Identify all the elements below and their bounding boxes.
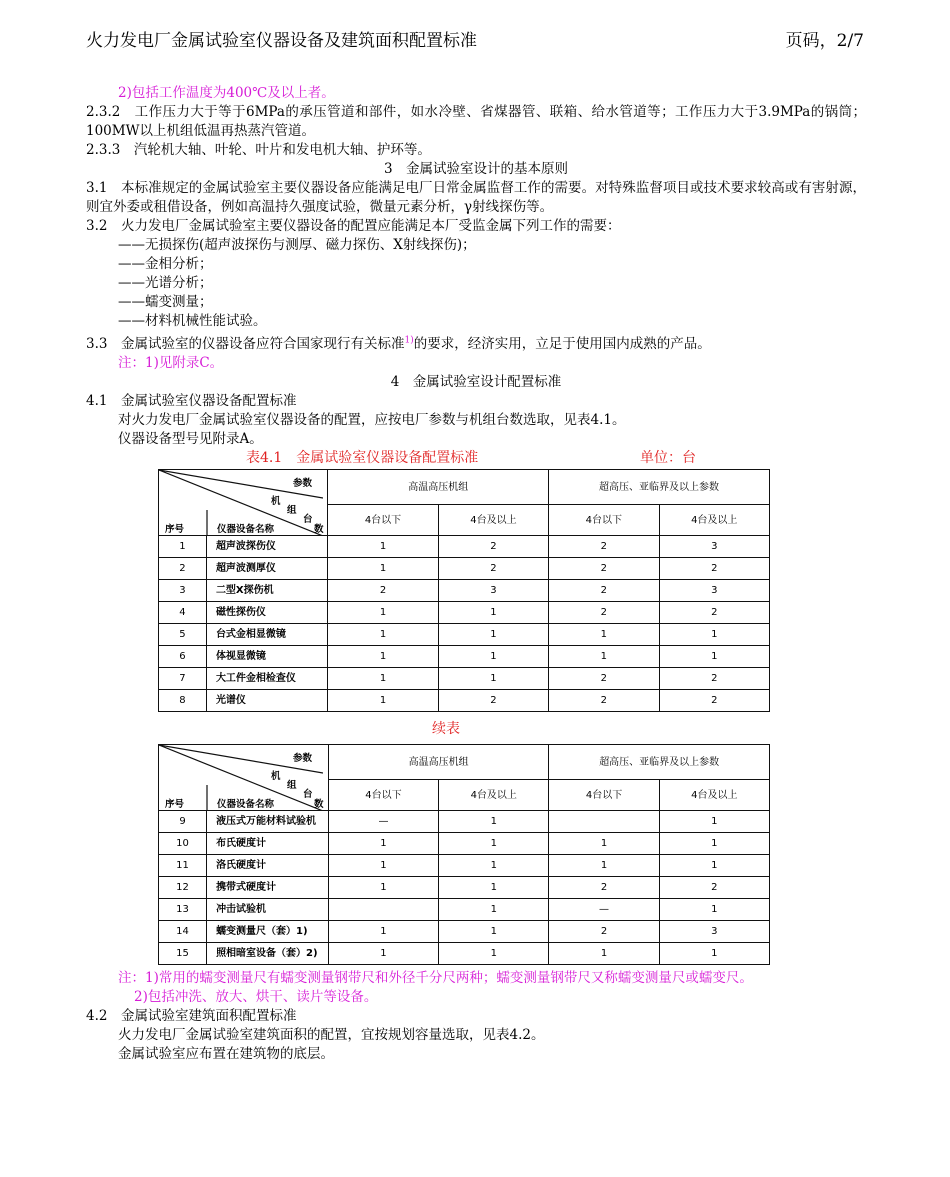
sub-header: 4台以下 bbox=[549, 780, 659, 811]
group-header-b: 超高压、亚临界及以上参数 bbox=[549, 470, 770, 505]
table-row: 7 大工件金相检查仪 1 1 2 2 bbox=[159, 668, 770, 690]
clause-4-1: 4.1 金属试验室仪器设备配置标准 bbox=[86, 393, 297, 409]
chapter-4-heading: 4 金属试验室设计配置标准 bbox=[390, 374, 562, 390]
page-header bbox=[86, 26, 864, 52]
table-caption bbox=[86, 449, 866, 469]
sub-header: 4台及以上 bbox=[659, 780, 769, 811]
diag-label-params: 参数 bbox=[293, 478, 313, 489]
clause-4-2-ground-floor: 金属试验室应布置在建筑物的底层。 bbox=[118, 1046, 334, 1062]
table-row: 9 液压式万能材料试验机 — 1 1 bbox=[159, 811, 770, 833]
list-item: ——蠕变测量； bbox=[118, 294, 213, 310]
clause-4-2-text: 火力发电厂金属试验室建筑面积的配置，宜按规划容量选取，见表4.2。 bbox=[118, 1027, 545, 1043]
table-row: 12 携带式硬度计 1 1 2 2 bbox=[159, 877, 770, 899]
diag-label-shu: 数 bbox=[314, 524, 324, 535]
table-row: 1 超声波探伤仪 1 2 2 3 bbox=[159, 536, 770, 558]
table-row: 3 二型X探伤机 2 3 2 3 bbox=[159, 580, 770, 602]
table-row: 5 台式金相显微镜 1 1 1 1 bbox=[159, 624, 770, 646]
table-note-2: 2)包括冲洗、放大、烘干、读片等设备。 bbox=[134, 989, 378, 1005]
sub-header: 4台及以上 bbox=[659, 505, 769, 536]
diag-label-shu: 数 bbox=[314, 799, 324, 810]
table-row: 2 超声波测厚仪 1 2 2 2 bbox=[159, 558, 770, 580]
diag-label-params: 参数 bbox=[293, 753, 313, 764]
table-row: 8 光谱仪 1 2 2 2 bbox=[159, 690, 770, 712]
sub-header: 4台及以上 bbox=[438, 505, 548, 536]
clause-3-2: 3.2 火力发电厂金属试验室主要仪器设备的配置应能满足本厂受监金属下列工作的需要： bbox=[86, 218, 621, 234]
col-name-header: 仪器设备名称 bbox=[217, 799, 275, 810]
table-row: 6 体视显微镜 1 1 1 1 bbox=[159, 646, 770, 668]
clause-3-3: 3.3 金属试验室的仪器设备应符合国家现行有关标准$^{1)}$的要求，经济实用，立足于使用国内成熟的产品。 bbox=[86, 335, 711, 352]
group-header-b: 超高压、亚临界及以上参数 bbox=[549, 745, 770, 780]
table-row: 13 冲击试验机 1 — 1 bbox=[159, 899, 770, 921]
table-row: 4 磁性探伤仪 1 1 2 2 bbox=[159, 602, 770, 624]
list-item: ——材料机械性能试验。 bbox=[118, 313, 267, 329]
table-row: 11 洛氏硬度计 1 1 1 1 bbox=[159, 855, 770, 877]
clause-2-3-2: 2.3.2 工作压力大于等于6MPa的承压管道和部件，如水冷壁、省煤器管、联箱、给水管道等；工作压力大于3.9MPa的锅筒；100MW以上机组低温再热蒸汽管道。 bbox=[86, 104, 866, 139]
diag-label-ji: 机 bbox=[271, 496, 281, 507]
list-item: ——光谱分析； bbox=[118, 275, 213, 291]
list-item: ——金相分析； bbox=[118, 256, 213, 272]
clause-3-3-note: 注：1)见附录C。 bbox=[118, 355, 224, 371]
sub-header: 4台以下 bbox=[328, 780, 438, 811]
sub-header: 4台以下 bbox=[549, 505, 659, 536]
clause-4-1-appendix: 仪器设备型号见附录A。 bbox=[118, 431, 263, 447]
diag-label-zu: 组 bbox=[287, 780, 297, 791]
table-note-1: 注：1)常用的蠕变测量尺有蠕变测量钢带尺和外径千分尺两种；蠕变测量钢带尺又称蠕变测量尺或蠕变尺。 bbox=[118, 970, 753, 986]
sub-header: 4台及以上 bbox=[439, 780, 549, 811]
footnote-ref[interactable]: 1) bbox=[404, 335, 414, 346]
equipment-table-continued bbox=[158, 744, 770, 965]
clause-2-3-3: 2.3.3 汽轮机大轴、叶轮、叶片和发电机大轴、护环等。 bbox=[86, 142, 431, 158]
page-number: 页码，2/7 bbox=[785, 31, 864, 51]
table-title: 表4.1 金属试验室仪器设备配置标准 bbox=[246, 450, 479, 466]
table-unit: 单位：台 bbox=[640, 450, 696, 466]
diag-label-zu: 组 bbox=[287, 505, 297, 516]
col-no-header: 序号 bbox=[165, 799, 185, 810]
diag-label-ji: 机 bbox=[271, 771, 281, 782]
document-title: 火力发电厂金属试验室仪器设备及建筑面积配置标准 bbox=[86, 31, 477, 51]
diag-label-tai: 台 bbox=[303, 789, 313, 800]
document-body bbox=[86, 84, 866, 1064]
list-item: ——无损探伤(超声波探伤与测厚、磁力探伤、X射线探伤)； bbox=[118, 237, 476, 253]
col-no-header: 序号 bbox=[165, 524, 185, 535]
diag-label-tai: 台 bbox=[303, 514, 313, 525]
diagonal-header-cell bbox=[159, 745, 329, 811]
diagonal-header-cell bbox=[159, 470, 328, 536]
table-row: 14 蠕变测量尺（套）1) 1 1 2 3 bbox=[159, 921, 770, 943]
note-2: 2)包括工作温度为400℃及以上者。 bbox=[118, 85, 335, 101]
table-row: 15 照相暗室设备（套）2) 1 1 1 1 bbox=[159, 943, 770, 965]
col-name-header: 仪器设备名称 bbox=[217, 524, 275, 535]
chapter-3-heading: 3 金属试验室设计的基本原则 bbox=[383, 161, 569, 177]
sub-header: 4台以下 bbox=[328, 505, 438, 536]
clause-4-2: 4.2 金属试验室建筑面积配置标准 bbox=[86, 1008, 297, 1024]
equipment-table bbox=[158, 469, 770, 712]
group-header-a: 高温高压机组 bbox=[328, 745, 549, 780]
table-row: 10 布氏硬度计 1 1 1 1 bbox=[159, 833, 770, 855]
requirement-list bbox=[86, 236, 866, 331]
clause-4-1-text: 对火力发电厂金属试验室仪器设备的配置，应按电厂参数与机组台数选取，见表4.1。 bbox=[118, 412, 626, 428]
clause-3-1: 3.1 本标准规定的金属试验室主要仪器设备应能满足电厂日常金属监督工作的需要。对特殊监督项目或技术要求较高或有害射源，则宜外委或租借设备，例如高温持久强度试验，微量元素分析，γ射线探伤等。 bbox=[86, 180, 866, 215]
continued-table-title: 续表 bbox=[432, 721, 460, 737]
group-header-a: 高温高压机组 bbox=[328, 470, 549, 505]
